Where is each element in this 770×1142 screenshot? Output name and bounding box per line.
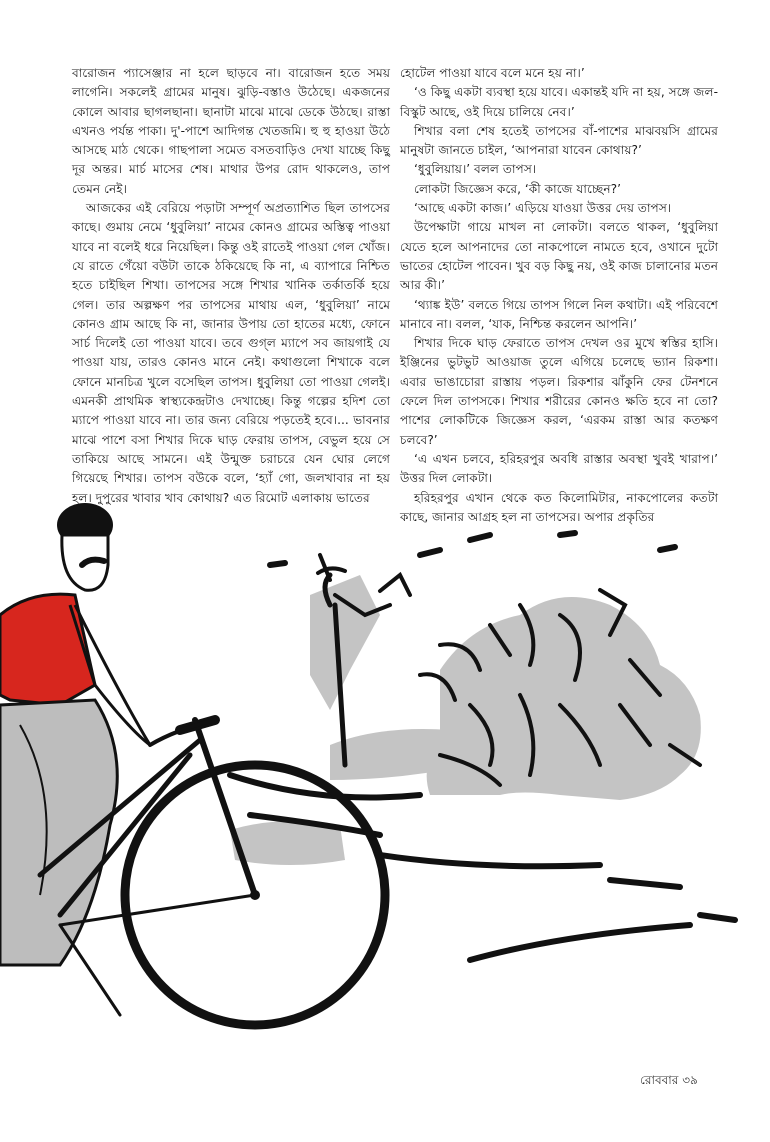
- paragraph: শিখার দিকে ঘাড় ফেরাতে তাপস দেখল ওর মুখে স্বস্তির হাসি। ইঞ্জিনের ভুটভুট আওয়াজ তুলে এগিয়ে চলেছে ভ্যান রিকশা। এবার ভাঙাচোরা রাস্তায় পড়ল। রিকশার ঝাঁকুনি ফের টেনশনে ফেলে দিল তাপসকে। শিখার শরীরের কোনও ক্ষতি হবে না তো? পাশের লোকটিকে জিজ্ঞেস করল, ‘এরকম রাস্তা আর কতক্ষণ চলবে?’: [400, 336, 718, 447]
- paragraph: লোকটা জিজ্ঞেস করে, ‘কী কাজে যাচ্ছেন?’: [414, 181, 621, 196]
- paragraph: হরিহরপুর এখান থেকে কত কিলোমিটার, নাকপোলের কতটা কাছে, জানার আগ্রহ হল না তাপসের। অপার প্রকৃতির: [400, 490, 718, 524]
- paragraph: ‘ধুবুলিয়ায়।’ বলল তাপস।: [414, 162, 537, 177]
- cyclist-illustration: [0, 495, 770, 1040]
- paragraph: ‘আছে একটা কাজ।’ এড়িয়ে যাওয়া উত্তর দেয় তাপস।: [414, 201, 672, 216]
- paragraph: বারোজন প্যাসেঞ্জার না হলে ছাড়বে না। বারোজন হতে সময় লাগেনি। সকলেই গ্রামের মানুষ। ঝুড়ি-বস্তাও উঠেছে। একজনের কোলে আবার ছাগলছানা। ছানাটা মাঝে মাঝে ডেকে উঠছে। রাস্তা এখনও পর্যন্ত পাকা। দু'-পাশে আদিগন্ত খেতজমি। হু হু হাওয়া উঠে আসছে মাঠ থেকে। গাছপালা সমেত বসতবাড়িও দেখা যাচ্ছে কিছু দূর অন্তর। মার্চ মাসের শেষ। মাথার উপর রোদ থাকলেও, তাপ তেমন নেই।: [72, 66, 390, 196]
- left-text-column: [72, 64, 390, 508]
- paragraph: উপেক্ষাটা গায়ে মাখল না লোকটা। বলতে থাকল, ‘ধুবুলিয়া যেতে হলে আপনাদের তো নাকপোলে নামতে হবে, ওখানে দুটো ভাতের হোটেল পাবেন। খুব বড় কিছু নয়, ওই কাজ চালানোর মতন আর কী।’: [400, 220, 718, 293]
- right-text-column: [400, 64, 718, 527]
- paragraph: ‘এ এখন চলবে, হরিহরপুর অবধি রাস্তার অবস্থা খুবই খারাপ।’ উত্তর দিল লোকটা।: [400, 451, 718, 486]
- paragraph: ‘থ্যাঙ্ক ইউ’ বলতে গিয়ে তাপস গিলে নিল কথাটা। এই পরিবেশে মানাবে না। বলল, ‘যাক, নিশ্চিন্ত করলেন আপনি।’: [400, 297, 718, 331]
- paragraph: ‘ও কিছু একটা ব্যবস্থা হয়ে যাবে। একান্তই যদি না হয়, সঙ্গে জল-বিস্কুট আছে, ওই দিয়ে চালিয়ে নেব।’: [400, 85, 718, 119]
- page-footer: রোববার ৩৯: [640, 1073, 698, 1087]
- paragraph: শিখার বলা শেষ হতেই তাপসের বাঁ-পাশের মাঝবয়সি গ্রামের মানুষটা জানতে চাইল, ‘আপনারা যাবেন কোথায়?’: [400, 123, 718, 158]
- paragraph: হোটেল পাওয়া যাবে বলে মনে হয় না।’: [400, 66, 585, 80]
- paragraph: আজকের এই বেরিয়ে পড়াটা সম্পূর্ণ অপ্রত্যাশিত ছিল তাপসের কাছে। গুমায় নেমে ‘ধুবুলিয়া’ নামের কোনও গ্রামের অস্তিত্ব পাওয়া যাবে না বলেই ধরে নিয়েছিল। কিন্তু ওই রাতেই পাওয়া গেল খোঁজ। যে রাতে গেঁয়ো বউটা তাকে ঠকিয়েছে কি না, এ ব্যাপারে নিশ্চিত হতে চাইছিল শিখা। তাপসের সঙ্গে শিখার খানিক তর্কাতর্কি হয়ে গেল। তার অল্পক্ষণ পর তাপসের মাথায় এল, ‘ধুবুলিয়া’ নামে কোনও গ্রাম আছে কি না, জানার উপায় তো হাতের মধ্যে, ফোনে সার্চ দিলেই তো পাওয়া যাবে। তবে গুগ্‌ল ম্যাপে সব জায়গাই যে পাওয়া যায়, তারও কোনও মানে নেই। কথাগুলো শিখাকে বলে ফোনে মানচিত্র খুলে বসেছিল তাপস। ধুবুলিয়া তো পাওয়া গেলই। এমনকী প্রাথমিক স্বাস্থ্যকেন্দ্রটাও দেখাচ্ছে। কিন্তু গল্পের হদিশ তো ম্যাপে পাওয়া যাবে না। তার জন্য বেরিয়ে পড়তেই হবে।... ভাবনার মাঝে পাশে বসা শিখার দিকে ঘাড় ফেরায় তাপস, বেভুল হয়ে সে তাকিয়ে আছে সামনে। এই উন্মুক্ত চরাচরে যেন ঘোর লেগে গিয়েছে শিখার। তাপস বউকে বলে, ‘হ্যাঁ গো, জলখাবার না হয় হল। দুপুরের খাবার খাব কোথায়? এত রিমোট এলাকায় ভাতের: [72, 201, 390, 505]
